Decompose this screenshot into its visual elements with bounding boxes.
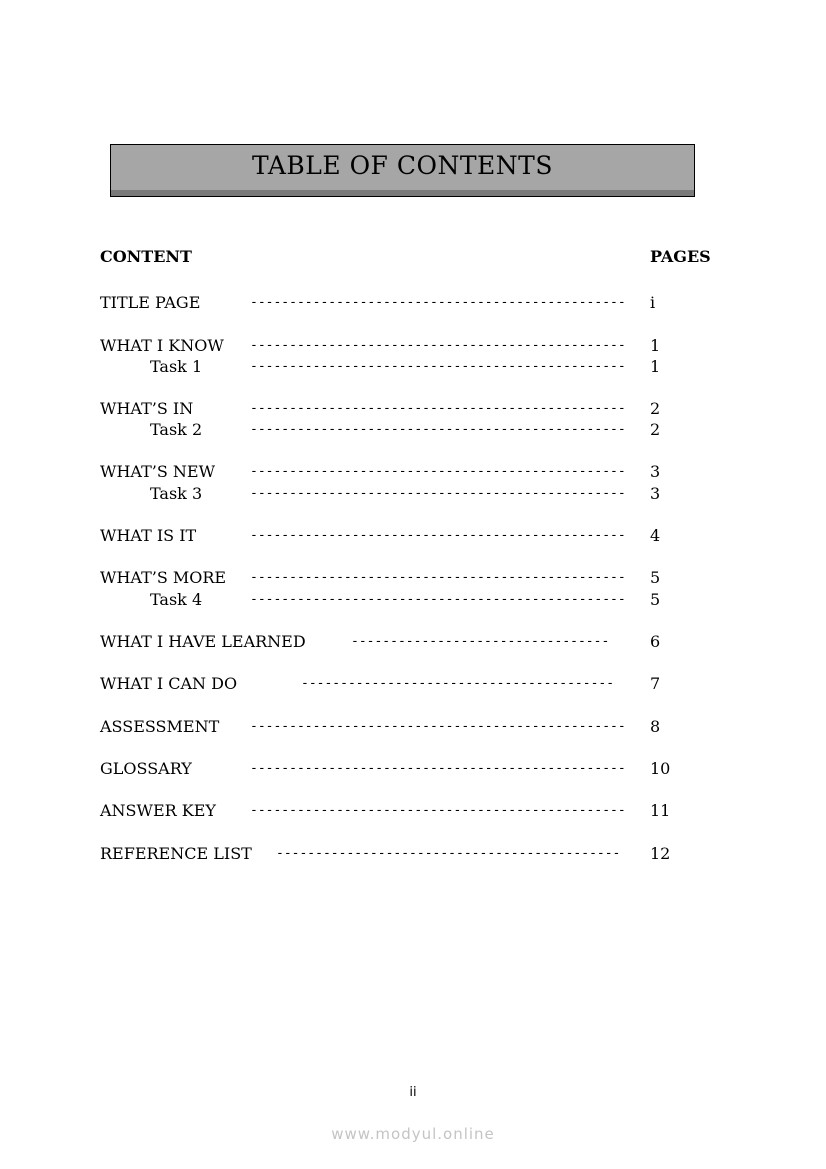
toc-leader: ------------------------------------------------ — [250, 528, 626, 543]
toc-entry-label: WHAT I CAN DO — [100, 674, 238, 693]
toc-entry-page: 4 — [650, 526, 661, 545]
toc-entry-page: 1 — [650, 336, 661, 355]
toc-entry-label: Task 1 — [150, 357, 203, 376]
toc-entry-label: ASSESSMENT — [100, 717, 220, 736]
toc-leader: ---------------------------------------- — [301, 676, 615, 691]
toc-entry-page: 6 — [650, 632, 661, 651]
watermark: www.modyul.online — [331, 1125, 495, 1143]
toc-entry-answer-key[interactable] — [0, 801, 826, 823]
toc-entry-whats-more[interactable] — [0, 568, 826, 590]
toc-entry-label: WHAT I HAVE LEARNED — [100, 632, 306, 651]
toc-entry-what-i-can-do[interactable] — [0, 674, 826, 696]
toc-entry-page: 3 — [650, 484, 661, 503]
toc-entry-page: 3 — [650, 462, 661, 481]
toc-entry-page: 2 — [650, 399, 661, 418]
toc-entry-label: WHAT’S NEW — [100, 462, 216, 481]
toc-entry-page: 7 — [650, 674, 661, 693]
toc-entry-what-i-have-learned[interactable] — [0, 632, 826, 654]
toc-entry-task-2[interactable] — [0, 420, 826, 442]
toc-entry-page: 2 — [650, 420, 661, 439]
toc-entry-label: WHAT I KNOW — [100, 336, 224, 355]
toc-entry-task-4[interactable] — [0, 590, 826, 612]
toc-entry-page: 5 — [650, 568, 661, 587]
toc-leader: ------------------------------------------------ — [250, 803, 626, 818]
toc-entry-page: 1 — [650, 357, 661, 376]
toc-entry-page: i — [650, 293, 656, 312]
page-number: ii — [409, 1085, 417, 1100]
toc-entry-page: 11 — [650, 801, 671, 820]
content-column-header: CONTENT — [100, 247, 192, 266]
toc-entry-page: 10 — [650, 759, 671, 778]
toc-entry-task-3[interactable] — [0, 484, 826, 506]
toc-entry-label: Task 3 — [150, 484, 203, 503]
toc-entry-whats-in[interactable] — [0, 399, 826, 421]
toc-entry-label: ANSWER KEY — [100, 801, 216, 820]
toc-entry-label: GLOSSARY — [100, 759, 192, 778]
toc-leader: ------------------------------------------------ — [250, 401, 626, 416]
toc-entry-page: 5 — [650, 590, 661, 609]
toc-leader: ------------------------------------------------ — [250, 570, 626, 585]
toc-leader: --------------------------------- — [351, 634, 610, 649]
toc-leader: ------------------------------------------------ — [250, 338, 626, 353]
toc-entry-label: WHAT IS IT — [100, 526, 197, 545]
toc-entry-label: WHAT’S IN — [100, 399, 194, 418]
toc-leader: ------------------------------------------------ — [250, 295, 626, 310]
toc-entry-task-1[interactable] — [0, 357, 826, 379]
toc-entry-label: WHAT’S MORE — [100, 568, 227, 587]
toc-entry-what-i-know[interactable] — [0, 336, 826, 358]
toc-entry-page: 8 — [650, 717, 661, 736]
toc-entry-reference-list[interactable] — [0, 844, 826, 866]
toc-entry-label: Task 2 — [150, 420, 203, 439]
toc-leader: ------------------------------------------------ — [250, 719, 626, 734]
toc-entry-what-is-it[interactable] — [0, 526, 826, 548]
toc-entry-label: TITLE PAGE — [100, 293, 201, 312]
toc-leader: ------------------------------------------------ — [250, 592, 626, 607]
toc-entry-assessment[interactable] — [0, 717, 826, 739]
page-title: TABLE OF CONTENTS — [252, 151, 553, 180]
toc-leader: ------------------------------------------------ — [250, 761, 626, 776]
toc-entry-glossary[interactable] — [0, 759, 826, 781]
toc-leader: ------------------------------------------------ — [250, 464, 626, 479]
toc-leader: -------------------------------------------- — [276, 846, 621, 861]
toc-entry-title-page[interactable] — [0, 293, 826, 315]
toc-leader: ------------------------------------------------ — [250, 359, 626, 374]
title-banner — [110, 144, 695, 197]
toc-entry-label: REFERENCE LIST — [100, 844, 252, 863]
toc-entry-label: Task 4 — [150, 590, 203, 609]
toc-entry-page: 12 — [650, 844, 671, 863]
toc-leader: ------------------------------------------------ — [250, 486, 626, 501]
toc-leader: ------------------------------------------------ — [250, 422, 626, 437]
pages-column-header: PAGES — [650, 247, 711, 266]
banner-shadow — [111, 190, 694, 196]
toc-entry-whats-new[interactable] — [0, 462, 826, 484]
